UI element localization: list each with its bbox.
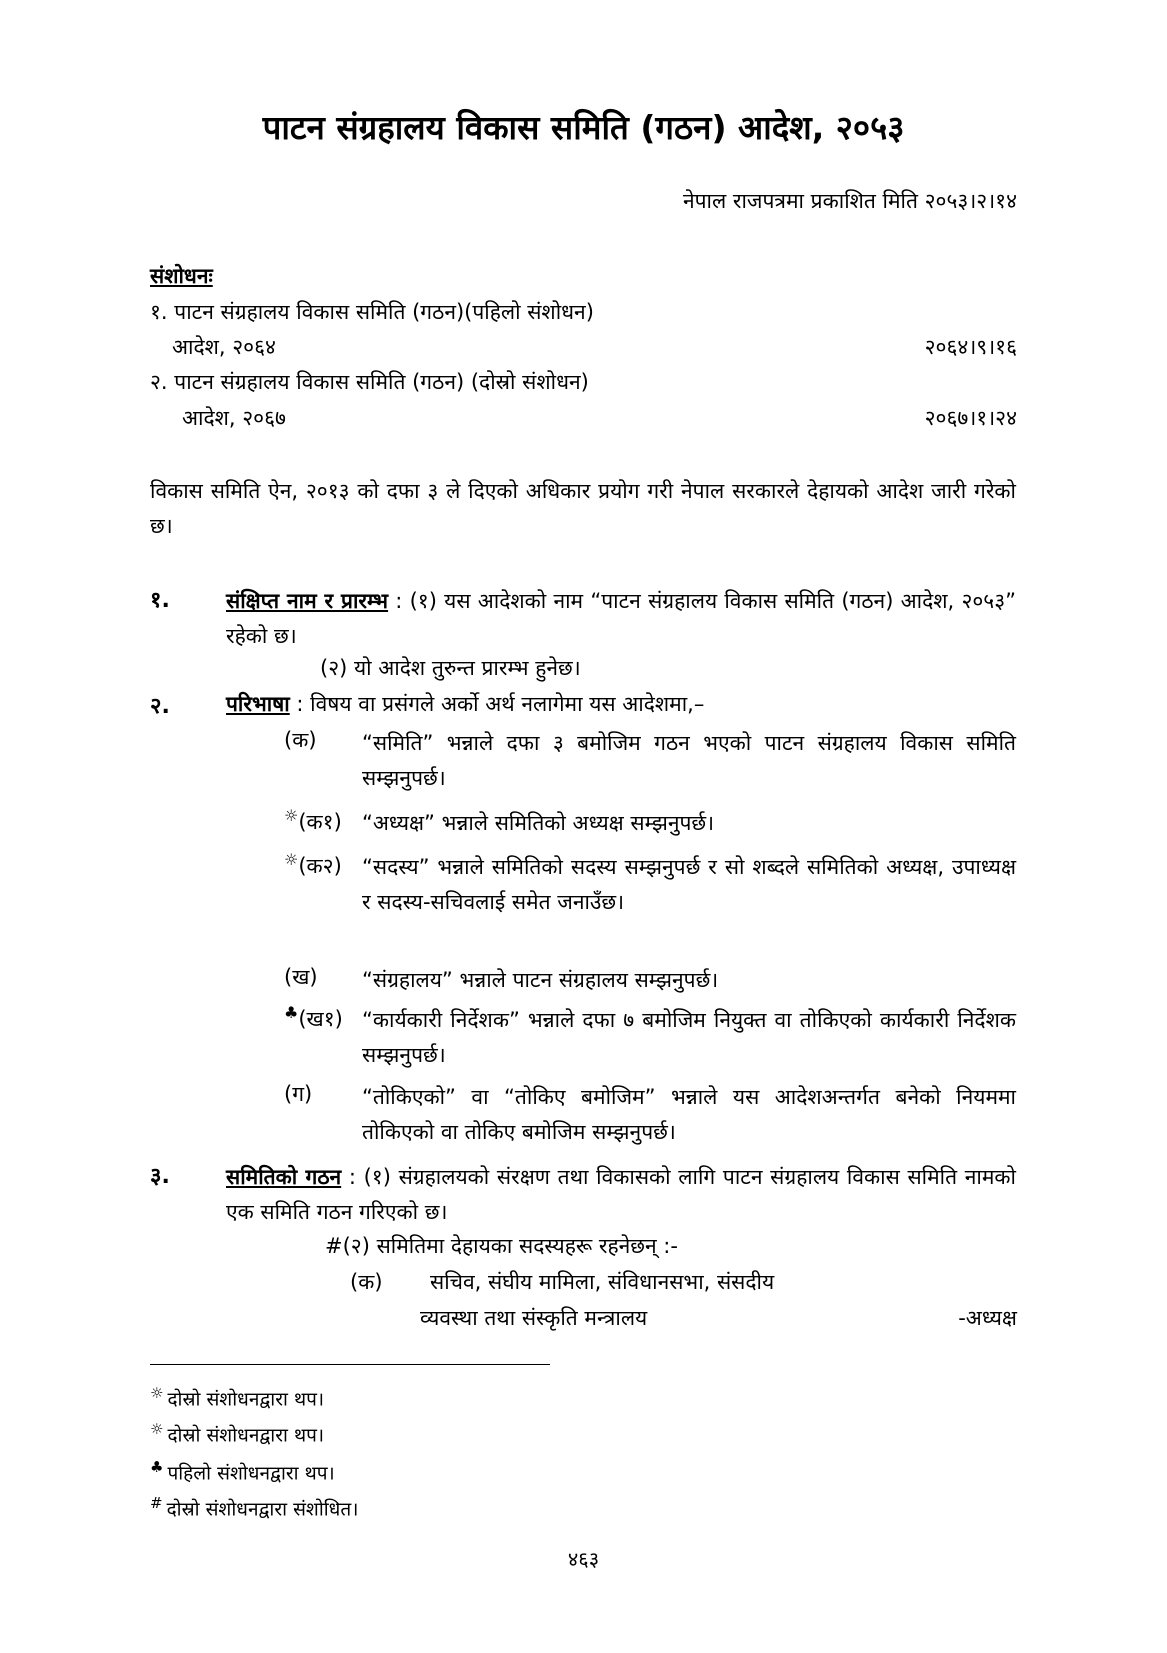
amendment-2-date: २०६७।१।२४ xyxy=(924,406,1017,430)
sun-icon: ☼ xyxy=(150,1420,164,1438)
member-role: -अध्यक्ष xyxy=(958,1306,1017,1330)
section-2-number: २. xyxy=(150,694,170,719)
definition-text: “कार्यकारी निर्देशक” भन्नाले दफा ७ बमोजिम नियुक्त वा तोकिएको कार्यकारी निर्देशक सम्झनुपर्छ। xyxy=(362,1008,1016,1067)
section-1-number: १. xyxy=(150,588,170,613)
sun-icon: ☼ xyxy=(284,806,299,825)
section-1-text: : (१) यस आदेशको नाम “पाटन संग्रहालय विकास समिति (गठन) आदेश, २०५३” रहेको छ। xyxy=(226,589,1016,648)
definition-text: “तोकिएको” वा “तोकिए बमोजिम” भन्नाले यस आदेशअन्तर्गत बनेको नियममा तोकिएको वा तोकिए बमोजिम सम्झनुपर्छ। xyxy=(362,1085,1016,1144)
member-line2: व्यवस्था तथा संस्कृति मन्त्रालय xyxy=(420,1306,648,1330)
definition-label: (क) xyxy=(284,728,317,752)
definition-label: ☼(क१) xyxy=(284,806,342,834)
section-1-paragraph xyxy=(226,584,1016,654)
hash-icon: # xyxy=(150,1494,163,1512)
publication-date: नेपाल राजपत्रमा प्रकाशित मिति २०५३।२।१४ xyxy=(682,189,1017,213)
sun-icon: ☼ xyxy=(284,850,299,869)
member-line1: सचिव, संघीय मामिला, संविधानसभा, संसदीय xyxy=(430,1270,775,1294)
footnote: ☼ दोस्रो संशोधनद्वारा थप। xyxy=(150,1420,325,1447)
preamble: विकास समिति ऐन, २०१३ को दफा ३ ले दिएको अधिकार प्रयोग गरी नेपाल सरकारले देहायको आदेश जारी गरेको छ। xyxy=(150,479,1016,538)
amendment-2-line1: २. पाटन संग्रहालय विकास समिति (गठन) (दोस्रो संशोधन) xyxy=(150,370,589,394)
club-icon: ♣ xyxy=(284,1003,299,1022)
amendments-heading: संशोधनः xyxy=(150,264,213,288)
section-3-number: ३. xyxy=(150,1164,170,1189)
footnote: # दोस्रो संशोधनद्वारा संशोधित। xyxy=(150,1494,359,1521)
page-number: ४६३ xyxy=(567,1547,600,1571)
definition-label: (ख) xyxy=(284,965,318,989)
section-3-sub2: #(२) समितिमा देहायका सदस्यहरू रहनेछन् :- xyxy=(325,1234,678,1258)
document-title: पाटन संग्रहालय विकास समिति (गठन) आदेश, २०५३ xyxy=(262,108,905,147)
club-icon: ♣ xyxy=(150,1458,164,1476)
section-2-intro: : विषय वा प्रसंगले अर्को अर्थ नलागेमा यस आदेशमा,– xyxy=(289,692,705,716)
amendment-2-line2: आदेश, २०६७ xyxy=(182,406,286,430)
footnote: ☼ दोस्रो संशोधनद्वारा थप। xyxy=(150,1384,325,1411)
definition-label: ☼(क२) xyxy=(284,850,342,878)
section-2-paragraph xyxy=(226,690,704,718)
amendment-1-line2: आदेश, २०६४ xyxy=(172,335,276,359)
definition-text: “समिति” भन्नाले दफा ३ बमोजिम गठन भएको पाटन संग्रहालय विकास समिति सम्झनुपर्छ। xyxy=(362,731,1016,790)
member-label: (क) xyxy=(350,1270,383,1294)
section-1-heading: संक्षिप्त नाम र प्रारम्भ xyxy=(226,589,389,613)
definition-text: “अध्यक्ष” भन्नाले समितिको अध्यक्ष सम्झनुपर्छ। xyxy=(362,811,715,835)
section-3-paragraph xyxy=(226,1160,1016,1230)
definition-text: “सदस्य” भन्नाले समितिको सदस्य सम्झनुपर्छ र सो शब्दले समितिको अध्यक्ष, उपाध्यक्ष र सदस्य-सचिवलाई समेत जनाउँछ। xyxy=(362,855,1016,914)
section-3-text: : (१) संग्रहालयको संरक्षण तथा विकासको लागि पाटन संग्रहालय विकास समिति नामको एक समिति गठन गरिएको छ। xyxy=(226,1165,1016,1224)
sun-icon: ☼ xyxy=(150,1384,164,1402)
amendment-1-line1: १. पाटन संग्रहालय विकास समिति (गठन)(पहिलो संशोधन) xyxy=(150,300,594,324)
section-1-sub2: (२) यो आदेश तुरुन्त प्रारम्भ हुनेछ। xyxy=(320,656,581,680)
footnote: ♣ पहिलो संशोधनद्वारा थप। xyxy=(150,1458,335,1485)
amendment-1-date: २०६४।९।१६ xyxy=(924,335,1017,359)
section-2-heading: परिभाषा xyxy=(226,692,290,716)
definition-label: (ग) xyxy=(284,1082,313,1106)
footnote-divider xyxy=(150,1364,550,1365)
definition-label: ♣(ख१) xyxy=(284,1003,343,1031)
definition-text: “संग्रहालय” भन्नाले पाटन संग्रहालय सम्झनुपर्छ। xyxy=(362,968,719,992)
section-3-heading: समितिको गठन xyxy=(226,1165,342,1189)
